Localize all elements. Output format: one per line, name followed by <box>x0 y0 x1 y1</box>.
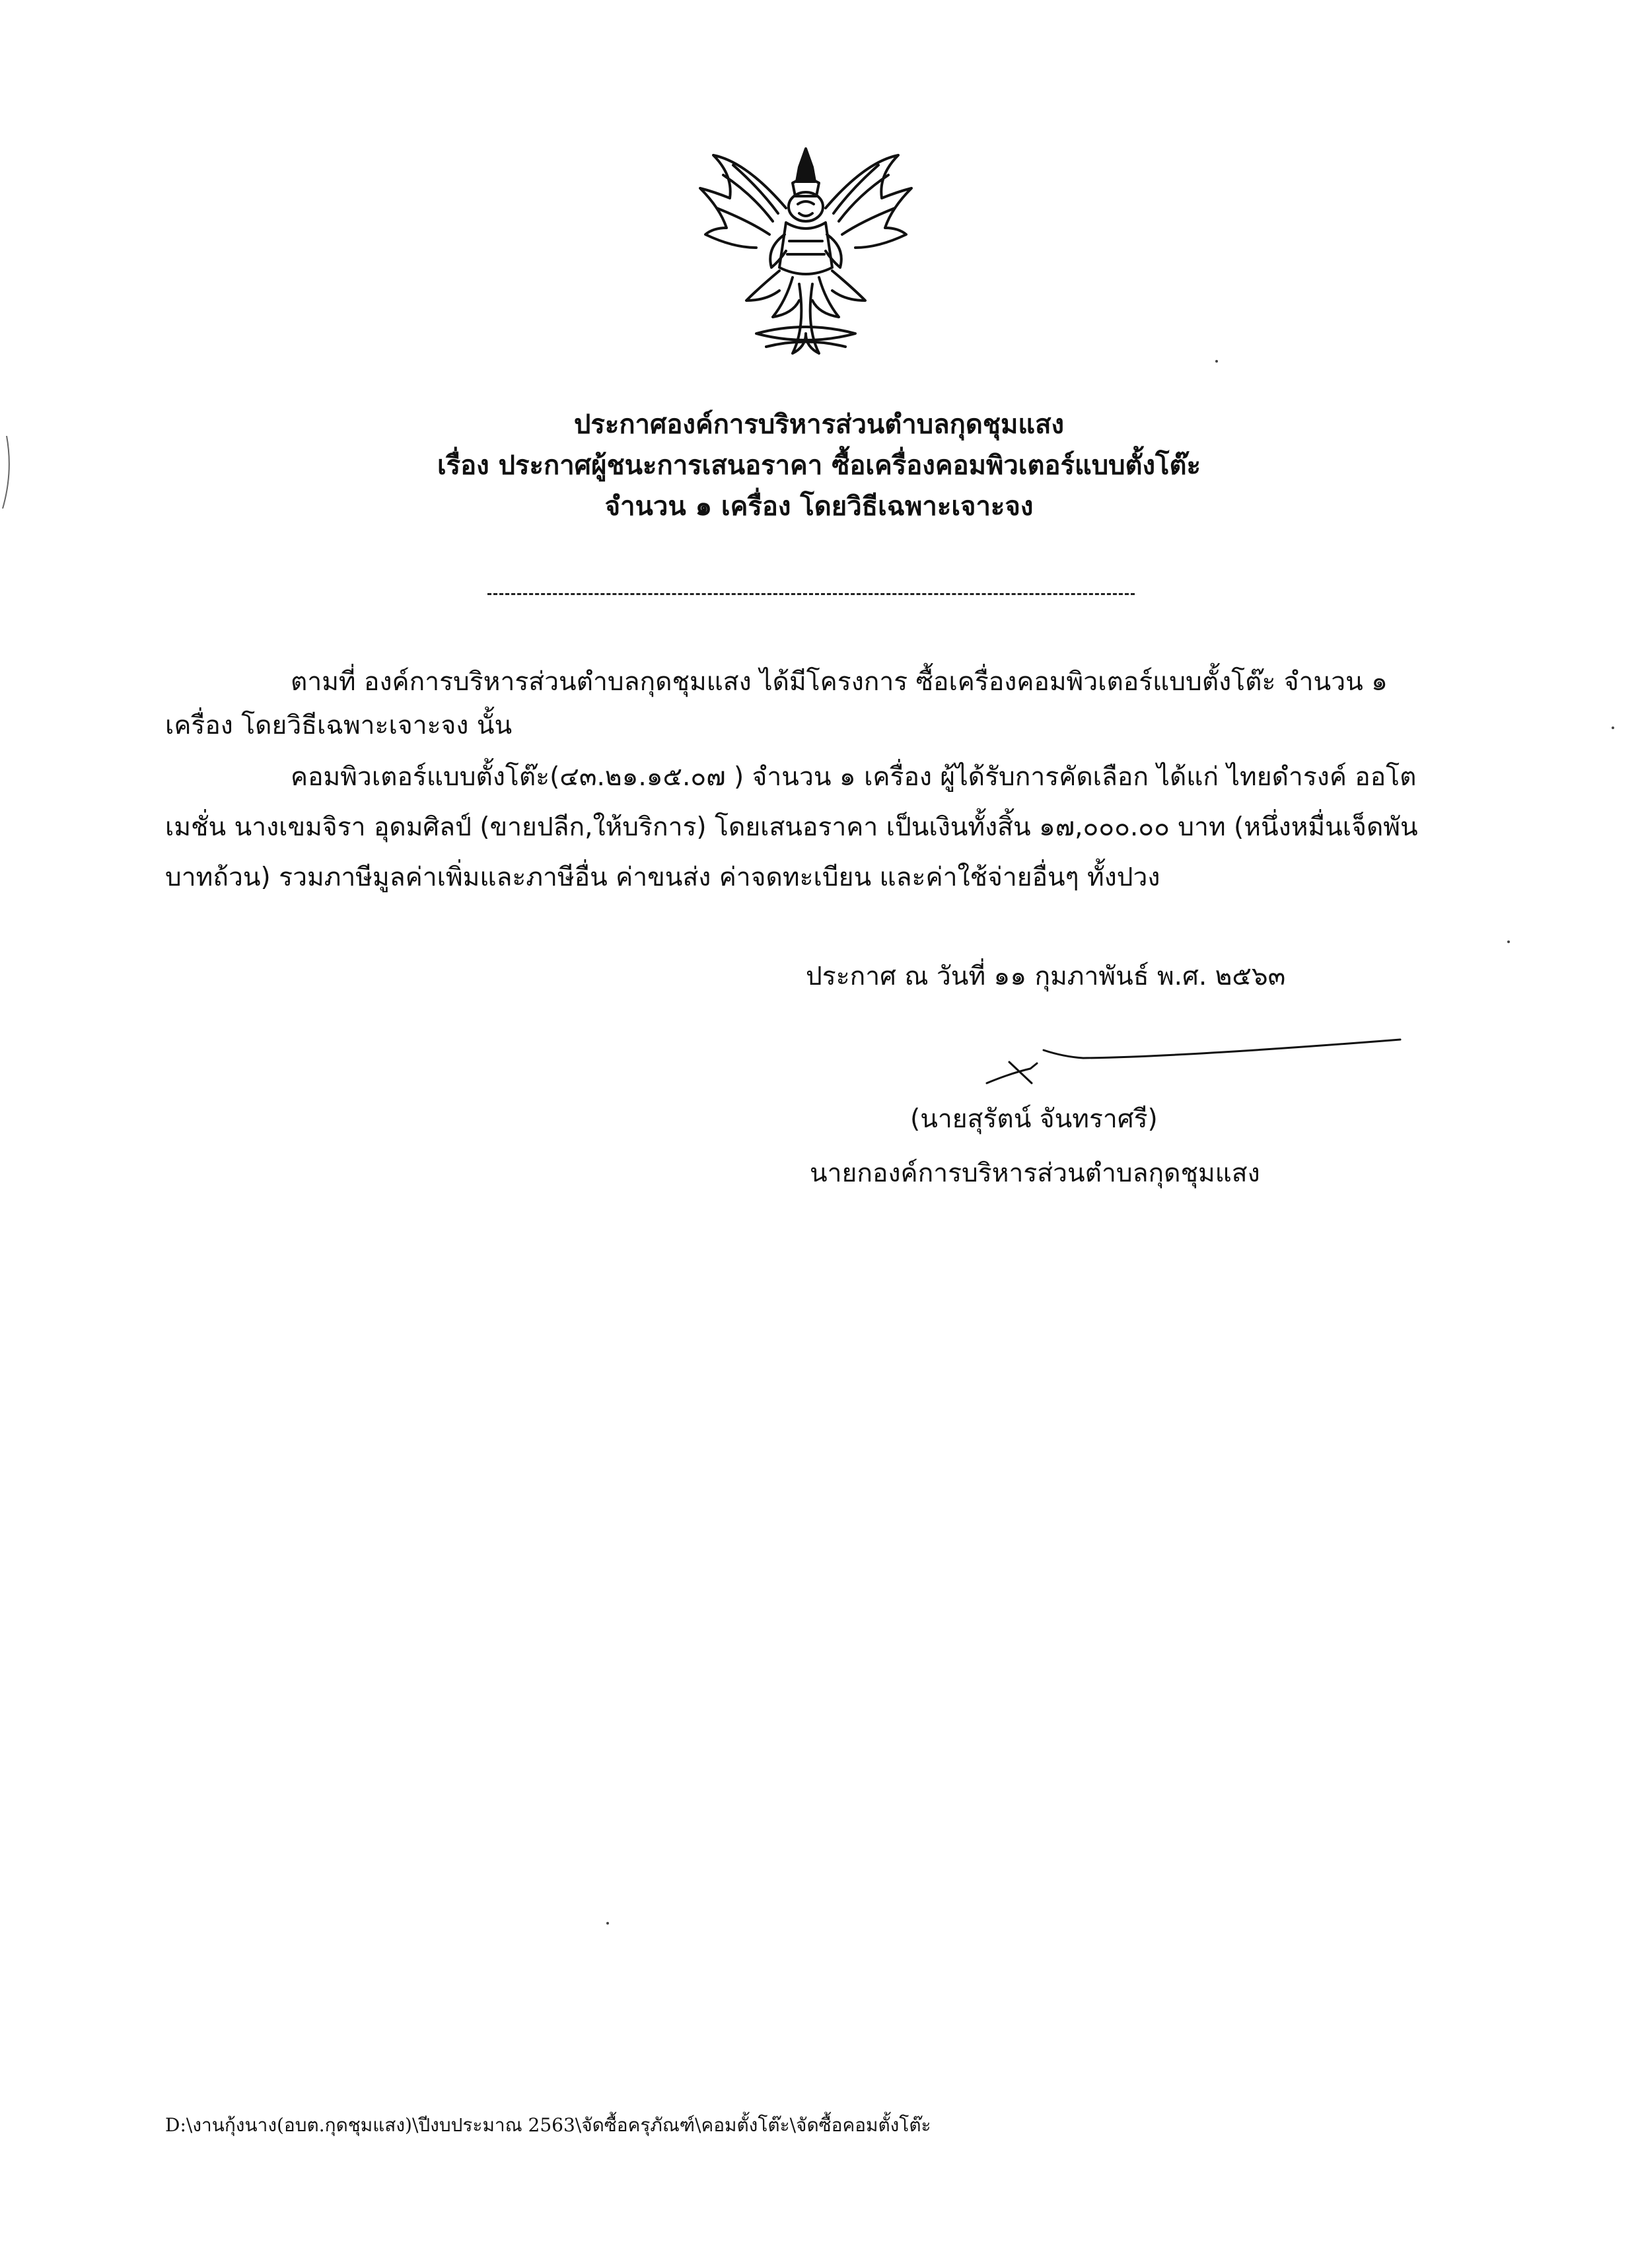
scan-edge-mark <box>0 436 13 509</box>
signer-name: (นายสุรัตน์ จันทราศรี) <box>910 1104 1158 1134</box>
dashed-divider <box>487 593 1135 595</box>
scan-speck <box>1612 726 1614 729</box>
heading-line-3: จำนวน ๑ เครื่อง โดยวิธีเฉพาะเจาะจง <box>604 491 1034 522</box>
handwritten-signature <box>984 1017 1407 1090</box>
heading-line-2: เรื่อง ประกาศผู้ชนะการเสนอราคา ซื้อเครื่องคอมพิวเตอร์แบบตั้งโต๊ะ <box>437 450 1201 481</box>
scan-speck <box>1507 940 1510 943</box>
signer-title: นายกองค์การบริหารส่วนตำบลกุดชุมแสง <box>810 1158 1260 1188</box>
paragraph-2-line-1: คอมพิวเตอร์แบบตั้งโต๊ะ(๔๓.๒๑.๑๕.๐๗ ) จำนวน ๑ เครื่อง ผู้ได้รับการคัดเลือก ได้แก่ ไทยดำรงค์ ออโต <box>291 762 1417 792</box>
scan-speck <box>606 1922 609 1925</box>
paragraph-2-line-3: บาทถ้วน) รวมภาษีมูลค่าเพิ่มและภาษีอื่น ค่าขนส่ง ค่าจดทะเบียน และค่าใช้จ่ายอื่นๆ ทั้งปวง <box>165 863 1160 892</box>
heading-line-1: ประกาศองค์การบริหารส่วนตำบลกุดชุมแสง <box>573 409 1065 440</box>
garuda-emblem-icon <box>694 135 918 363</box>
file-path-footer: D:\งานกุ้งนาง(อบต.กุดชุมแสง)\ปีงบประมาณ 2563\จัดซื้อครุภัณฑ์\คอมตั้งโต๊ะ\จัดซื้อคอมตั้งโต๊ะ <box>165 2114 931 2136</box>
paragraph-1-line-1: ตามที่ องค์การบริหารส่วนตำบลกุดชุมแสง ได้มีโครงการ ซื้อเครื่องคอมพิวเตอร์แบบตั้งโต๊ะ จำนวน ๑ <box>291 667 1388 697</box>
announcement-heading <box>0 404 1638 527</box>
paragraph-1-line-2: เครื่อง โดยวิธีเฉพาะเจาะจง นั้น <box>165 711 513 740</box>
scan-speck <box>1215 360 1218 363</box>
announcement-date: ประกาศ ณ วันที่ ๑๑ กุมภาพันธ์ พ.ศ. ๒๕๖๓ <box>806 962 1286 991</box>
paragraph-2-line-2: เมชั่น นางเขมจิรา อุดมศิลป์ (ขายปลีก,ให้บริการ) โดยเสนอราคา เป็นเงินทั้งสิ้น ๑๗,๐๐๐.๐๐ บาท (หนึ่งหมื่นเจ็ดพัน <box>165 812 1418 842</box>
